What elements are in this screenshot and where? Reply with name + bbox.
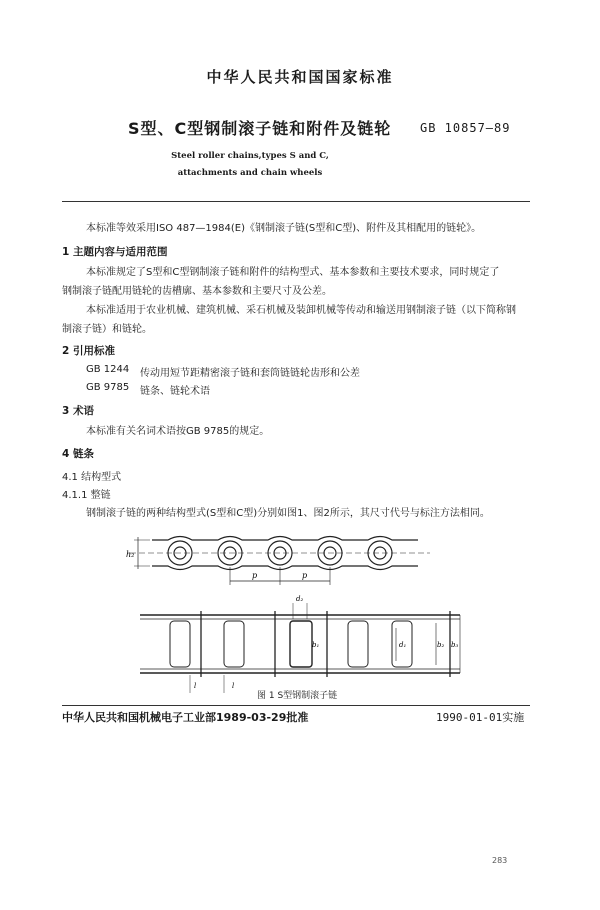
chain-side-view	[130, 537, 430, 586]
document-title-en-line2: attachments and chain wheels	[177, 168, 323, 178]
figure-caption: 图 1 S型钢制滚子链	[257, 691, 338, 701]
label-pitch-2: p	[302, 571, 308, 580]
chain-top-view	[140, 603, 460, 693]
label-b3: b₃	[451, 641, 459, 649]
reference-2-code: GB 9785	[86, 382, 130, 393]
label-h2: h₂	[126, 550, 135, 559]
section-1-para1-line2: 钢制滚子链配用链轮的齿槽廓、基本参数和主要尺寸及公差。	[62, 286, 332, 297]
implementation-date: 1990-01-01实施	[436, 711, 525, 724]
document-title-en-line1: Steel roller chains,types S and C,	[171, 151, 329, 161]
label-pitch-1: p	[252, 571, 258, 580]
section-4-1-1-heading: 4.1.1 整链	[62, 490, 111, 501]
section-2-heading: 2 引用标准	[62, 345, 115, 357]
section-3-heading: 3 术语	[62, 405, 94, 417]
reference-1-code: GB 1244	[86, 364, 130, 375]
label-l2: l	[232, 682, 235, 690]
label-d2: d₂	[296, 595, 304, 603]
section-4-1-heading: 4.1 结构型式	[62, 472, 122, 483]
document-title-cn: S型、C型钢制滚子链和附件及链轮	[128, 119, 392, 138]
section-1-heading: 1 主题内容与适用范围	[62, 246, 168, 258]
label-d1: d₁	[399, 641, 407, 649]
issuing-body-header: 中华人民共和国国家标准	[206, 68, 394, 86]
standard-number: GB 10857—89	[420, 121, 511, 135]
label-b2: b₂	[437, 641, 445, 649]
reference-2-title: 链条、链轮术语	[140, 386, 210, 397]
reference-1-title: 传动用短节距精密滚子链和套筒链链轮齿形和公差	[140, 368, 360, 379]
footer-divider	[62, 705, 530, 706]
section-4-heading: 4 链条	[62, 448, 94, 460]
section-1-para1-line1: 本标准规定了S型和C型钢制滚子链和附件的结构型式、基本参数和主要技术要求，同时规定了	[86, 267, 500, 278]
section-1-para2-line1: 本标准适用于农业机械、建筑机械、采石机械及装卸机械等传动和输送用钢制滚子链（以下简称钢	[86, 305, 516, 316]
page-number: 283	[492, 856, 508, 865]
title-divider	[62, 201, 530, 202]
label-l1: l	[194, 682, 197, 690]
section-4-1-1-paragraph: 钢制滚子链的两种结构型式(S型和C型)分别如图1、图2所示，其尺寸代号与标注方法相同。	[86, 508, 490, 519]
section-1-para2-line2: 制滚子链）和链轮。	[62, 324, 152, 335]
roller-chain-drawing	[120, 523, 480, 703]
approval-statement: 中华人民共和国机械电子工业部1989-03-29批准	[62, 711, 309, 724]
intro-paragraph: 本标准等效采用ISO 487—1984(E)《钢制滚子链(S型和C型)、附件及其相配用的链轮》。	[86, 223, 482, 234]
section-3-paragraph: 本标准有关名词术语按GB 9785的规定。	[86, 426, 270, 437]
label-b1: b₁	[312, 641, 320, 649]
